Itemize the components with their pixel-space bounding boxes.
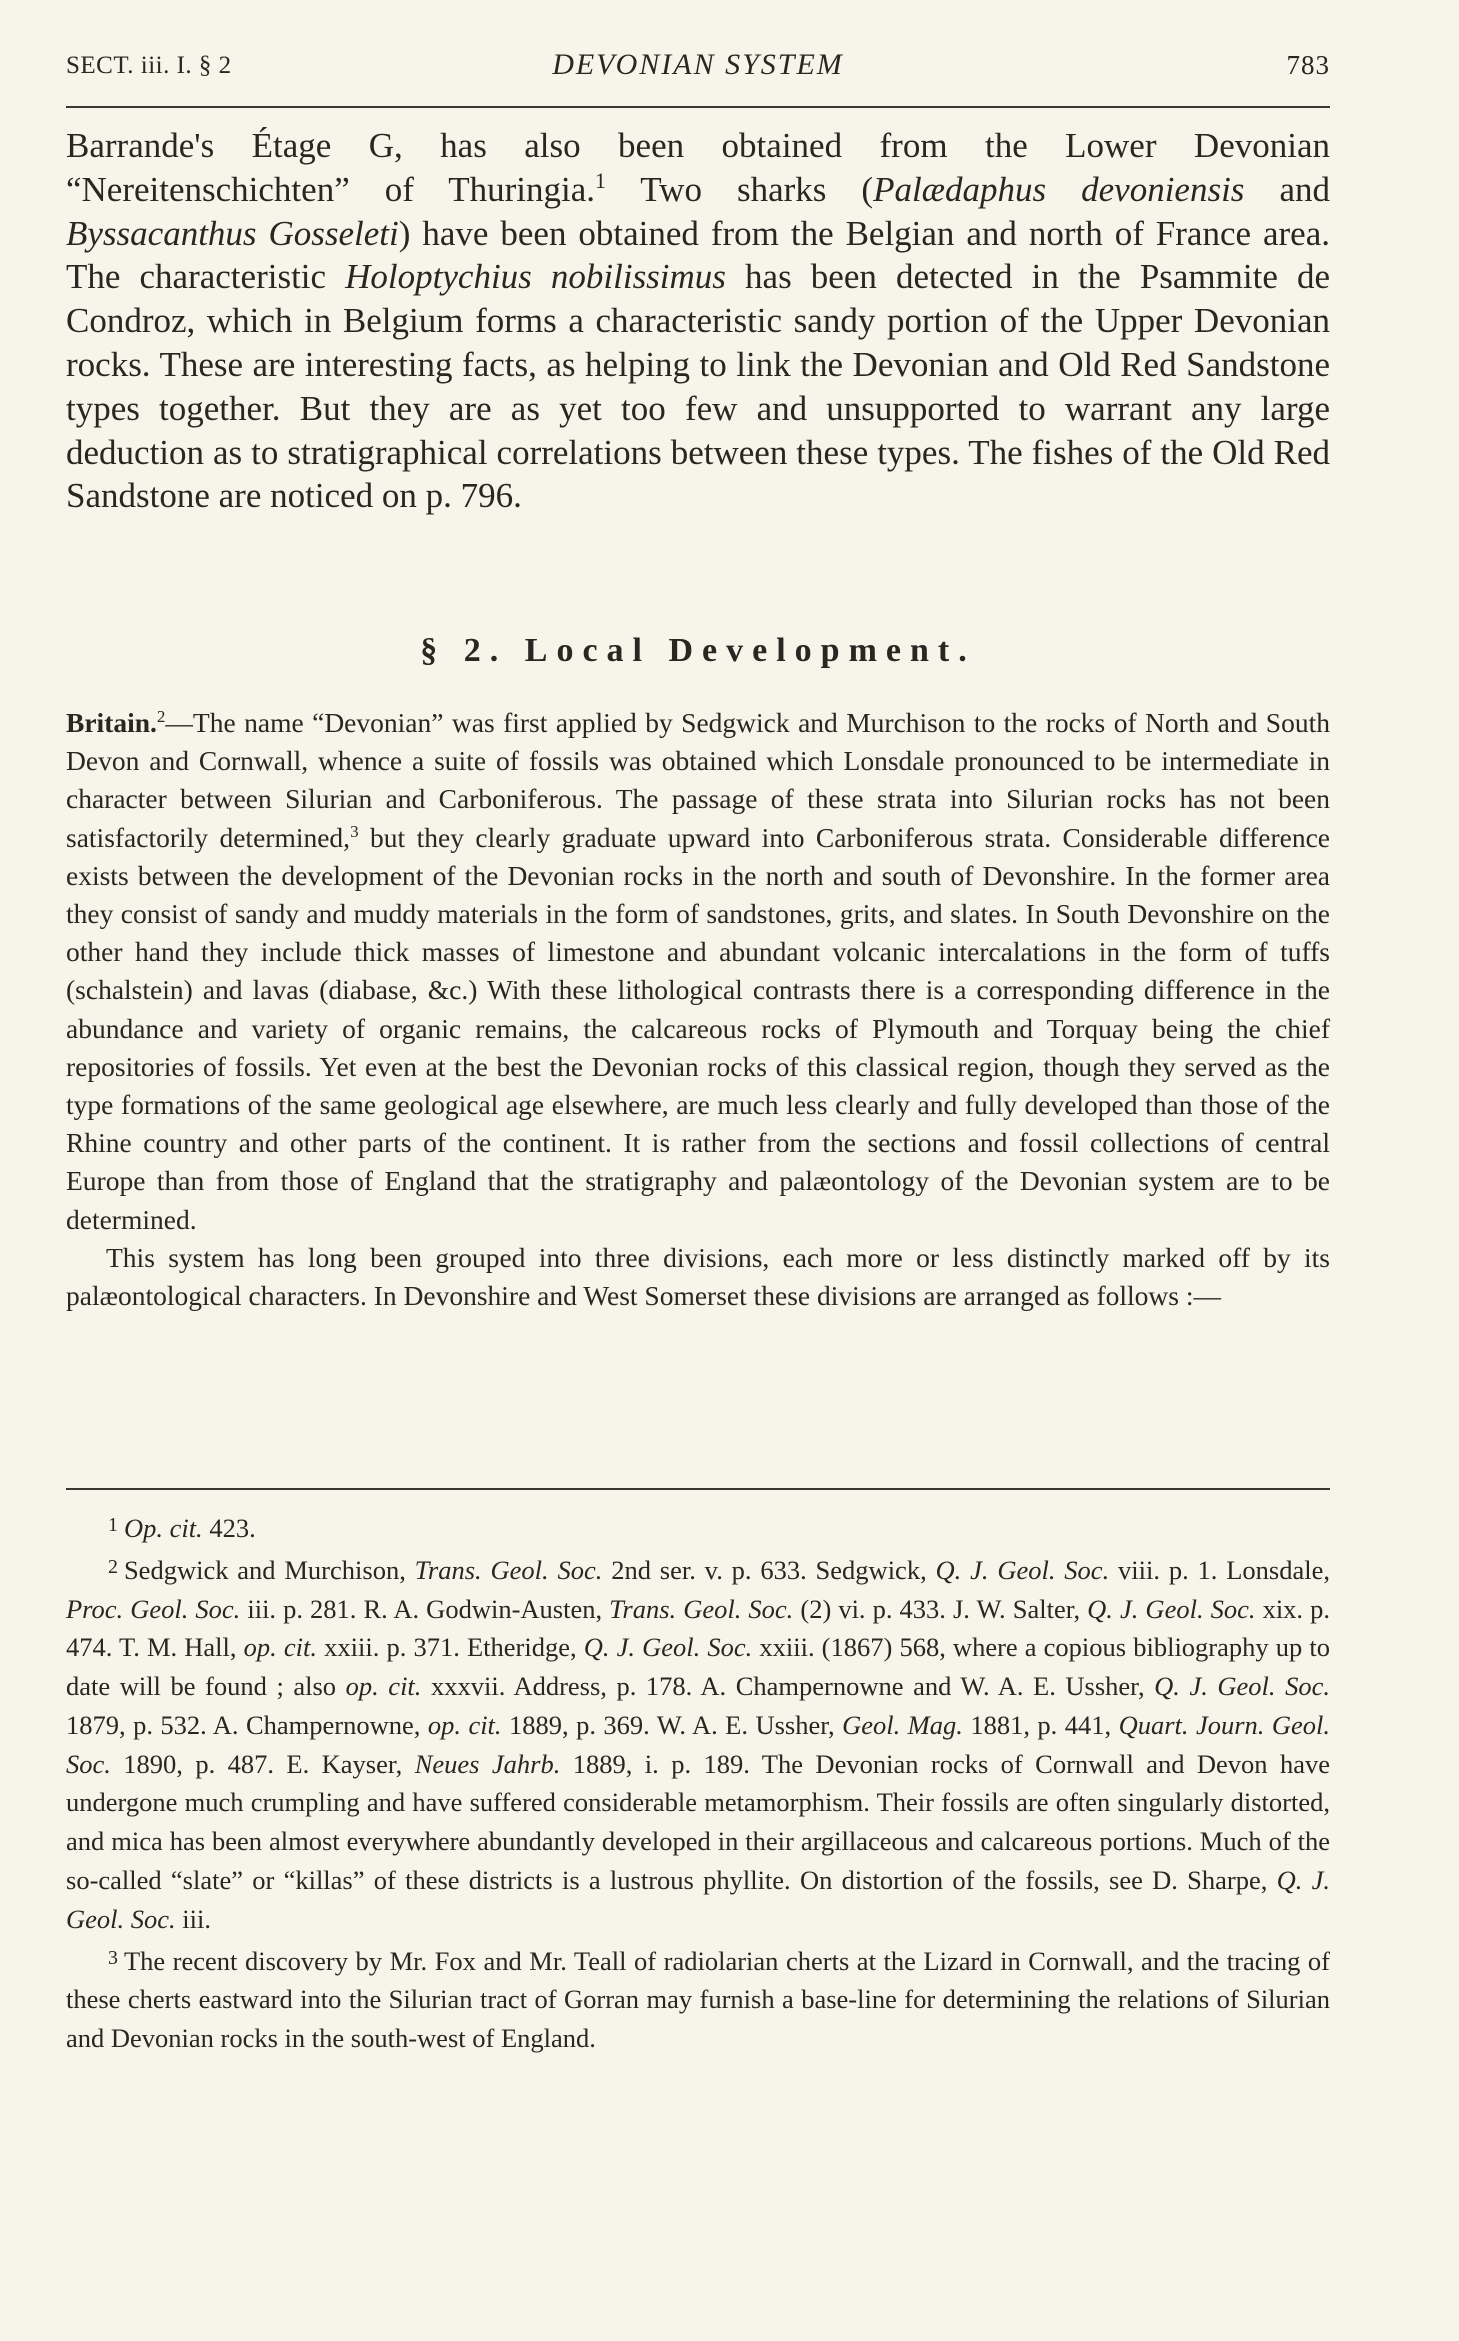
footnote-ref-3[interactable]: 3: [350, 821, 359, 841]
footnote-ref-2[interactable]: 2: [156, 706, 166, 726]
footnote-2: $^2$ Sedgwick and Murchison, Trans. Geol. Soc. 2nd ser. v. p. 633. Sedgwick, Q. J. Geol. Soc. viii. p. 1. Lonsdale, Proc. Geol. Soc. iii. p. 281. R. A. Godwin-Austen, Trans. Geol. Soc. (2) vi. p. 433. J. W. Salter, Q. J. Geol. Soc. xix. p. 474. T. M. Hall, op. cit. xxiii. p. 371. Etheridge, Q. J. Geol. Soc. xxiii. (1867) 568, where a copious bibliography up to date will be found ; also op. cit. xxxvii. Address, p. 178. A. Champernowne and W. A. E. Ussher, Q. J. Geol. Soc. 1879, p. 532. A. Champernowne, op. cit. 1889, p. 369. W. A. E. Ussher, Geol. Mag. 1881, p. 441, Quart. Journ. Geol. Soc. 1890, p. 487. E. Kayser, Neues Jahrb. 1889, i. p. 189. The Devonian rocks of Cornwall and Devon have undergone much crumpling and have suffered considerable metamorphism. Their fossils are often singularly distorted, and mica has been almost everywhere abundantly developed in their argillaceous and calcareous portions. Much of the so-called “slate” or “killas” of these districts is a lustrous phyllite. On distortion of the fossils, see D. Sharpe, Q. J. Geol. Soc. iii.: [66, 1554, 1330, 1934]
species-name: Byssacanthus Gosseleti: [66, 213, 399, 253]
footnote-rule: [66, 1488, 1330, 1490]
body-paragraph: Britain.$^2$—The name “Devonian” was first applied by Sedgwick and Murchison to the rocks of North and South Devon and Cornwall, whence a suite of fossils was obtained which Lonsdale pronounced to be intermediate in character between Silurian and Carboniferous. The passage of these strata into Silurian rocks has not been satisfactorily determined,$^3$ but they clearly graduate upward into Carboniferous strata. Considerable difference exists between the development of the Devonian rocks in the north and south of Devonshire. In the former area they consist of sandy and muddy materials in the form of sandstones, grits, and slates. In South Devonshire on the other hand they include thick masses of limestone and abundant volcanic intercalations in the form of tuffs (schalstein) and lavas (diabase, &c.) With these lithological contrasts there is a corresponding difference in the abundance and variety of organic remains, the calcareous rocks of Plymouth and Torquay being the chief repositories of fossils. Yet even at the best the Devonian rocks of this classical region, though they served as the type formations of the same geological age elsewhere, are much less clearly and fully developed than those of the Rhine country and other parts of the continent. It is rather from the sections and fossil collections of central Europe than from those of England that the stratigraphy and palæontology of the Devonian system are to be determined.: [66, 706, 1330, 1235]
footnote-3: $^3$ The recent discovery by Mr. Fox and Mr. Teall of radiolarian cherts at the Lizard in Cornwall, and the tracing of these cherts eastward into the Silurian tract of Gorran may furnish a base-line for determining the relations of Silurian and Devonian rocks in the south-west of England.: [66, 1945, 1330, 2054]
paragraph-lead: Britain.: [66, 707, 157, 738]
footnote-1: $^1$ Op. cit. 423.: [108, 1512, 256, 1543]
footnote-number: 3: [108, 1946, 118, 1969]
species-name: Holoptychius nobilissimus: [345, 257, 726, 297]
species-name: Palædaphus devoniensis: [873, 169, 1245, 209]
body-text: [66, 704, 1330, 1315]
running-head: [66, 48, 1330, 88]
intro-paragraph: Barrande's Étage G, has also been obtained from the Lower Devonian “Nereitenschichten” of Thuringia.$^1$ Two sharks (Palædaphus devoniensis and Byssacanthus Gosseleti) have been obtained from the Belgian and north of France area. The characteristic Holoptychius nobilissimus has been detected in the Psammite de Condroz, which in Belgium forms a characteristic sandy portion of the Upper Devonian rocks. These are interesting facts, as helping to link the Devonian and Old Red Sandstone types together. But they are as yet too few and unsupported to warrant any large deduction as to stratigraphical correlations between these types. The fishes of the Old Red Sandstone are noticed on p. 796.: [66, 126, 1330, 516]
footnote-ref-1[interactable]: 1: [595, 168, 606, 193]
header-rule: [66, 106, 1330, 108]
footnote-number: 1: [108, 1514, 118, 1536]
section-heading: § 2. Local Development.: [420, 632, 976, 669]
running-title: DEVONIAN SYSTEM: [552, 48, 844, 81]
section-reference: SECT. iii. I. § 2: [66, 52, 232, 79]
page-number: 783: [1286, 50, 1330, 80]
body-paragraph: This system has long been grouped into three divisions, each more or less distinctly marked off by its palæontological characters. In Devonshire and West Somerset these divisions are arranged as follows :—: [66, 1241, 1330, 1312]
footnote-number: 2: [108, 1555, 118, 1578]
footnotes: [66, 1506, 1330, 2058]
